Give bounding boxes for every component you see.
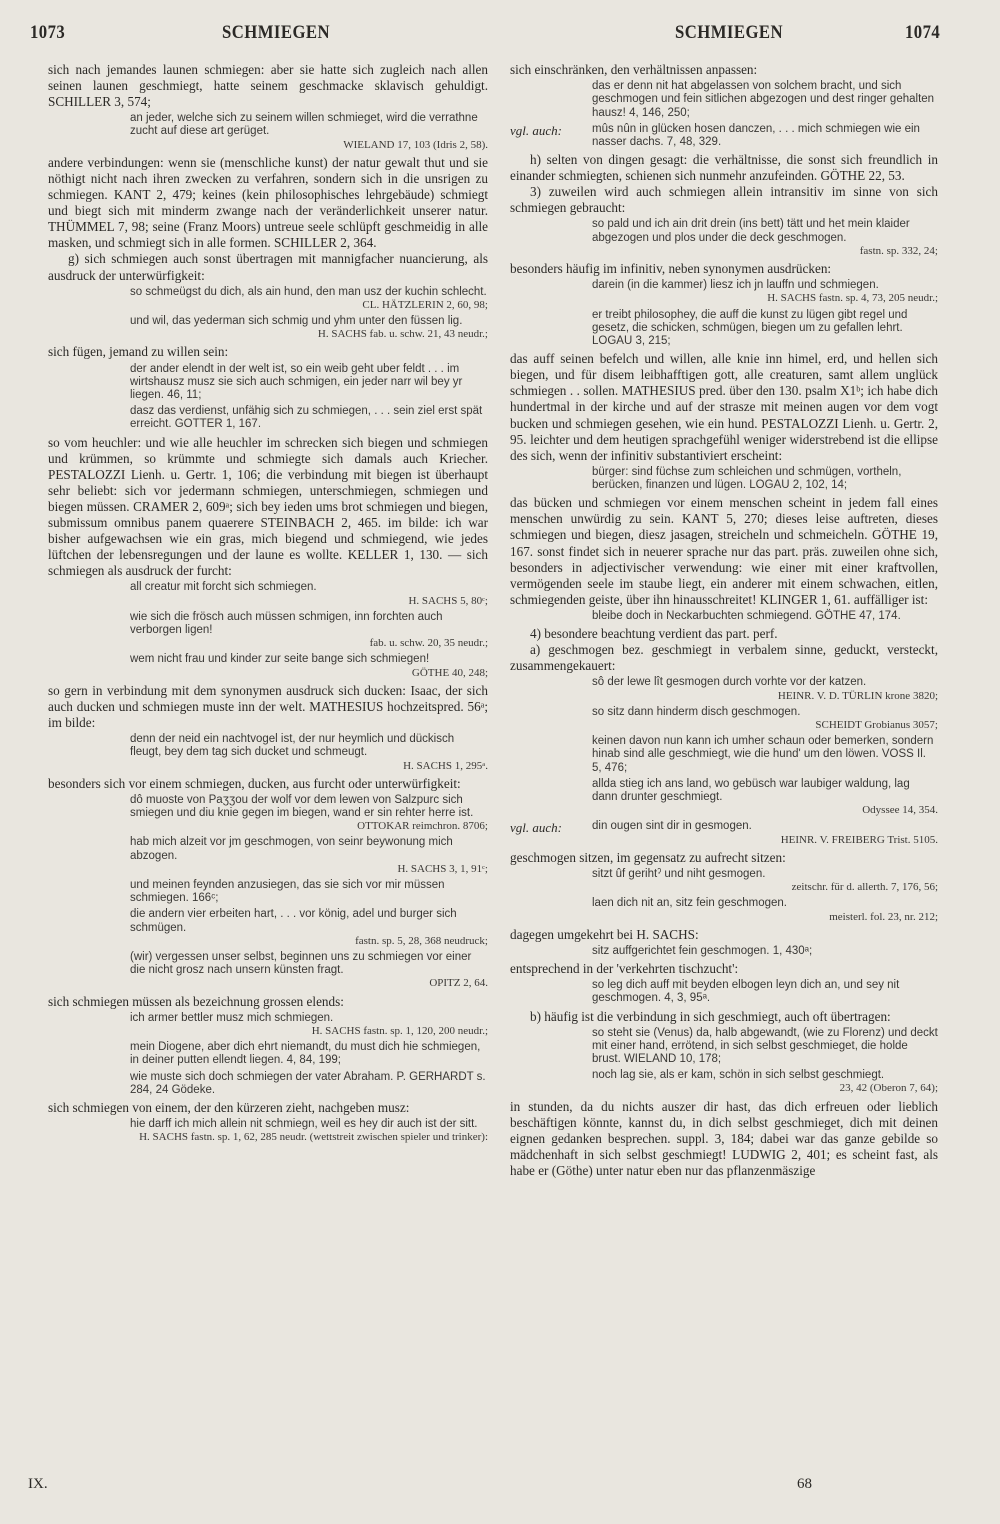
quotation [510,309,938,349]
quotation-source: meisterl. fol. 23, nr. 212; [829,910,938,923]
quotation [510,945,938,958]
quotation-text: wie muste sich doch schmiegen der vater Abraham. P. GERHARDT s. 284, 24 Gödeke. [130,1070,486,1096]
quotation-text: hab mich alzeit vor jm geschmogen, von seinr beywonung mich abzogen. [130,836,453,862]
quotation-source: fastn. sp. 332, 24; [859,244,938,257]
quotation [592,820,938,846]
sheet-number: 68 [797,1476,812,1492]
paragraph: so vom heuchler: und wie alle heuchler im schrecken sich biegen und schmiegen und krümmen, so krümmte und schmiegte sich damals auch Kriecher. PESTALOZZI Lienh. u. Gertr. 1, 106; die verbindung mit biegen ist überhaupt sehr beliebt: sich vor jedermann schmiegen, unterschmiegen, schmiegen und biegen müssen. CRAMER 2, 609ᵃ; sich bey ieden ums brot schmiegen und biegen, submissum omnibus panem quaerere STEINBACH 2, 465. im bilde: ich war bisher aufgewachsen wie ein gras, mich biegend und schmiegend, wie jedes lüftchen der lebensregungen und der laune es wollte. KELLER 1, 130. — sich schmiegen als ausdruck der furcht: [48,434,488,579]
left-column [48,62,488,1147]
quotation-source: H. SACHS fastn. sp. 1, 62, 285 neudr. (wettstreit zwischen spieler und trinker): [139,1131,488,1144]
quotation [48,581,488,607]
quotation [510,218,938,258]
page-number-right: 1074 [905,22,941,43]
quotation-source: HEINR. V. FREIBERG Trist. 5105. [780,833,938,846]
quotation-text: laen dich nit an, sitz fein geschmogen. [592,897,787,910]
quotation [48,1071,488,1097]
quotation-label: vgl. auch: [510,820,562,836]
quotation-source: WIELAND 17, 103 (Idris 2, 58). [343,138,488,151]
quotation-text: das er denn nit hat abgelassen von solchem bracht, und sich geschmogen und fein sitlichen abgezogen und dest ringer gehalten hausz! 4, 146, 250; [592,80,935,119]
quotation-label: vgl. auch: [510,122,562,138]
quotation [48,286,488,312]
quotation-text: so sitz dann hinderm disch geschmogen. [592,705,801,718]
quotation-source: GÖTHE 40, 248; [411,666,488,679]
quotation-text: und wil, das yederman sich schmig und yhm unter den füssen lig. [130,315,463,328]
quotation-source: 23, 42 (Oberon 7, 64); [839,1082,938,1095]
quotation [510,466,938,492]
quotation-source: OTTOKAR reimchron. 8706; [357,820,488,833]
quotation-source: H. SACHS 1, 295ᵃ. [403,759,488,772]
quotation [510,979,938,1005]
quotation-text: an jeder, welche sich zu seinem willen schmieget, wird die verrathne zucht auf diese art gerüget. [130,112,478,138]
quotation-text: so schmeügst du dich, als ain hund, den man usz der kuchin schlecht. [130,285,487,298]
quotation-source: SCHEIDT Grobianus 3057; [815,719,938,732]
quotation-text: so leg dich auff mit beyden elbogen leyn dich an, und sey nit geschmogen. 4, 3, 95ᵃ. [592,979,900,1005]
quotation [48,794,488,834]
quotation-text: wie sich die frösch auch müssen schmigen, inn forchten auch verborgen ligen! [130,610,443,637]
quotation-text: (wir) vergessen unser selbst, beginnen uns zu schmiegen vor einer die nicht grosz nach unsern künsten fragt. [130,951,472,977]
quotation-source: fastn. sp. 5, 28, 368 neudruck; [355,934,488,947]
quotation-text: darein (in die kammer) liesz ich jn lauffn und schmiegen. [592,279,879,292]
paragraph: sich einschränken, den verhältnissen anpassen: [510,62,758,77]
quotation-source: CL. HÄTZLERIN 2, 60, 98; [362,298,488,311]
quotation [48,1012,488,1038]
quotation-source: H. SACHS 5, 80ᶜ; [408,594,488,607]
paragraph: in stunden, da du nichts auszer dir hast, das dich erfreuen oder lieblich beschäftigen könnte, kannst du, in dich selbst geschmieget, dich mit deinen eignen gedanken besprechen. suppl. 3, 184; dabei war das ganze gebilde so mädchenhaft in sich selbst geschmiegt! LUDWIG 2, 401; es scheint fast, als habe er (Göthe) unter natur eben nur das pflanzenmäszige [510,1098,938,1179]
paragraph: das bücken und schmiegen vor einem menschen scheint in jedem fall eines menschen unwürdig zu sein. KANT 5, 270; dieses leise auftreten, dieses schmiegen und biegen, diesz jasagen, streicheln und schmeicheln. GÖTHE 19, 167. sonst findet sich in neuerer sprache nur das part. präs. zuweilen ohne sich, besonders in adjectivischer verwendung: wie einer mit einer kraftvollen, vermögenden seele im staube liegt, ein anderer mit einem schwachen, eitlen, schmiegenden geiste, über ihn hinausschreitet! KLINGER 1, 61. auffälliger ist: [510,495,938,607]
quotation [510,868,938,894]
quotation-source: H. SACHS 3, 1, 91ᶜ; [397,862,488,875]
paragraph: besonders sich vor einem schmiegen, ducken, aus furcht oder unterwürfigkeit: [48,775,461,791]
running-head-right: SCHMIEGEN [675,22,784,43]
quotation [48,315,488,341]
quotation-text: und meinen feynden anzusiegen, das sie sich vor mir müssen schmiegen. 166ᶜ; [130,879,445,905]
quotation-source: Odyssee 14, 354. [862,804,938,817]
quotation-text: noch lag sie, als er kam, schön in sich selbst geschmiegt. [592,1069,885,1082]
quotation-text: sitzt ûf gerihtˀ und niht gesmogen. [592,867,766,880]
paragraph: 3) zuweilen wird auch schmiegen allein intransitiv im sinne von sich schmiegen gebraucht: [510,184,938,216]
quotation-text: sitz auffgerichtet fein geschmogen. 1, 430ᵃ; [592,944,813,957]
quotation [510,897,938,923]
quotation [510,735,938,775]
quotation [48,836,488,876]
quotation-text: dasz das verdienst, unfähig sich zu schmiegen, . . . sein ziel erst spät erreicht. GOTTER 1, 167. [130,405,483,431]
quotation-text: wem nicht frau und kinder zur seite bange sich schmiegen! [130,653,430,666]
quotation [48,1118,488,1144]
quotation [48,653,488,679]
paragraph: andere verbindungen: wenn sie (menschliche kunst) der natur gewalt thut und sie nöthigt nicht nach ihren zwecken zu verfahren, sondern sich in die unsrigen zu schmiegen. KANT 2, 479; keines (kein philosophisches lehrgebäude) schmiegt und biegt sich mit minderm zwange nach der veränderlichkeit unserer natur. THÜMMEL 7, 98; seine (Franz Moors) untreue seele schlüpft geschmeidig in alle masken, und schmiegt sich in alle formen. SCHILLER 2, 364. [48,154,488,251]
page-number-left: 1073 [30,22,66,43]
quotation [510,778,938,818]
quotation [48,908,488,948]
quotation-text: bleibe doch in Neckarbuchten schmiegend. GÖTHE 47, 174. [592,609,901,622]
paragraph: geschmogen sitzen, im gegensatz zu aufrecht sitzen: [510,849,786,865]
quotation-text: die andern vier erbeiten hart, . . . vor könig, adel und burger sich schmügen. [130,908,457,934]
quotation-text: so pald und ich ain drit drein (ins bett) tätt und het mein klaider abgezogen und plos under die deck geschmogen. [592,218,910,244]
quotation [510,676,938,702]
paragraph: dagegen umgekehrt bei H. SACHS: [510,926,699,942]
quotation [48,363,488,403]
quotation [48,112,488,152]
quotation-text: mein Diogene, aber dich ehrt niemandt, du must dich hie schmiegen, in deiner putten ellendt liegen. 4, 84, 199; [130,1041,481,1067]
paragraph: b) häufig ist die verbindung in sich geschmiegt, auch oft übertragen: [530,1008,891,1024]
quotation-text: so steht sie (Venus) da, halb abgewandt, (wie zu Florenz) und deckt mit einer hand, errötend, in sich selbst geschmieget, die holde brust. WIELAND 10, 178; [592,1026,938,1066]
quotation [510,610,938,623]
quotation [510,279,938,305]
paragraph: h) selten von dingen gesagt: die verhältnisse, die sonst sich freundlich in einander schmiegten, schienen sich nunmehr anzufeinden. GÖTHE 22, 53. [510,152,938,184]
quotation-text: er treibt philosophey, die auff die kunst zu lügen gibt regel und gesetz, die schicken, schmügen, biegen um zu gefallen lehrt. LOGAU 3, 215; [592,308,908,347]
quotation-source: H. SACHS fab. u. schw. 21, 43 neudr.; [317,328,488,341]
paragraph: besonders häufig im infinitiv, neben synonymen ausdrücken: [510,261,832,277]
quotation-text: ich armer bettler musz mich schmiegen. [130,1011,334,1024]
quotation-text: allda stieg ich ans land, wo gebüsch war laubiger waldung, lag dann drunter geschmiegt. [592,777,910,804]
quotation-text: denn der neid ein nachtvogel ist, der nur heymlich und dückisch fleugt, bey dem tag sich ducket und schmeugt. [130,733,455,759]
quotation-text: all creatur mit forcht sich schmiegen. [130,581,317,594]
quotation [48,405,488,431]
quotation-text: bürger: sind füchse zum schleichen und schmügen, vortheln, berücken, finanzen und lügen. LOGAU 2, 102, 14; [592,465,902,492]
quotation-text: hie darff ich mich allein nit schmiegn, weil es hey dir auch ist der sitt. [130,1118,478,1131]
quotation-source: zeitschr. für d. allerth. 7, 176, 56; [791,881,938,894]
quotation-source: fab. u. schw. 20, 35 neudr.; [369,637,488,650]
paragraph: so gern in verbindung mit dem synonymen ausdruck sich ducken: Isaac, der sich auch ducken und schmiegen muste inn der welt. MATHESIUS hochzeitspred. 56ᵃ; im bilde: [48,682,488,731]
paragraph: entsprechend in der 'verkehrten tischzucht': [510,961,739,977]
quotation-text: din ougen sint dir in gesmogen. [592,820,752,833]
labeled-quotation [510,123,938,149]
quotation-text: sô der lewe lît gesmogen durch vorhte vor der katzen. [592,676,867,689]
paragraph: das auff seinen befelch und willen, alle knie inn himel, erd, und hellen sich biegen, und für disem leibhafftigen gott, alle creaturen, samt allem unglück schmiegen . . sollen. MATHESIUS pred. über den 130. psalm X1ᵇ; ich habe dich hundertmal in der kirche und auf der strasze mit meinen augen vor dem vogt bucken und schmiegen gesehen, wie ein hund. PESTALOZZI Lienh. u. Gertr. 2, 95. leichter und dem heutigen sprachgefühl weniger widerstrebend ist die ellipse des sich, wenn der infinitiv substantiviert erscheint: [510,351,938,463]
quotation [510,706,938,732]
labeled-quotation [510,820,938,846]
quotation [510,1027,938,1067]
quotation-text: dô muoste von Paʒʒou der wolf vor dem lewen von Salzpurc sich smiegen und diu knie gegen im biegen, wand er sin rehter herre ist. [130,793,474,820]
paragraph: sich schmiegen von einem, der den kürzeren zieht, nachgeben musz: [48,1099,410,1115]
quotation-source: HEINR. V. D. TÜRLIN krone 3820; [777,689,938,702]
quotation-text: mûs nûn in glücken hosen danczen, . . . mich schmiegen wie ein nasser dachs. 7, 48, 329. [592,122,920,148]
quotation [48,1041,488,1067]
paragraph: 4) besondere beachtung verdient das part. perf. [530,626,778,642]
paragraph: a) geschmogen bez. geschmiegt in verbalem sinne, geduckt, versteckt, zusammengekauert: [510,642,938,674]
quotation [510,1069,938,1095]
paragraph: sich schmiegen müssen als bezeichnung grossen elends: [48,993,344,1009]
quotation [592,123,938,149]
quotation-source: OPITZ 2, 64. [429,977,488,990]
quotation-text: keinen davon nun kann ich umher schaun oder bemerken, sondern hinab sind alle geschmiegt, wie die hund' um den löwen. VOSS Il. 5, 476; [592,735,934,774]
paragraph: sich nach jemandes launen schmiegen: aber sie hatte sich zugleich nach allen seinen launen geschmiegt, hatte seinem geschmacke sklavisch gehuldigt. SCHILLER 3, 574; [48,62,488,110]
quotation [48,611,488,651]
quotation [48,951,488,991]
signature-mark: IX. [28,1476,48,1492]
paragraph: g) sich schmiegen auch sonst übertragen mit mannigfacher nuancierung, als ausdruck der unterwürfigkeit: [48,251,488,283]
quotation [510,80,938,120]
quotation-source: H. SACHS fastn. sp. 4, 73, 205 neudr.; [767,292,938,305]
right-column [510,62,938,1179]
quotation [48,733,488,773]
quotation-source: H. SACHS fastn. sp. 1, 120, 200 neudr.; [311,1024,488,1037]
quotation-text: der ander elendt in der welt ist, so ein weib geht uber feldt . . . im wirtshausz musz sie sich auch schmigen, ein jeder narr wil bey yr liegen. 46, 11; [130,362,463,401]
paragraph: sich fügen, jemand zu willen sein: [48,344,229,360]
quotation [48,879,488,905]
running-head-left: SCHMIEGEN [222,22,331,43]
